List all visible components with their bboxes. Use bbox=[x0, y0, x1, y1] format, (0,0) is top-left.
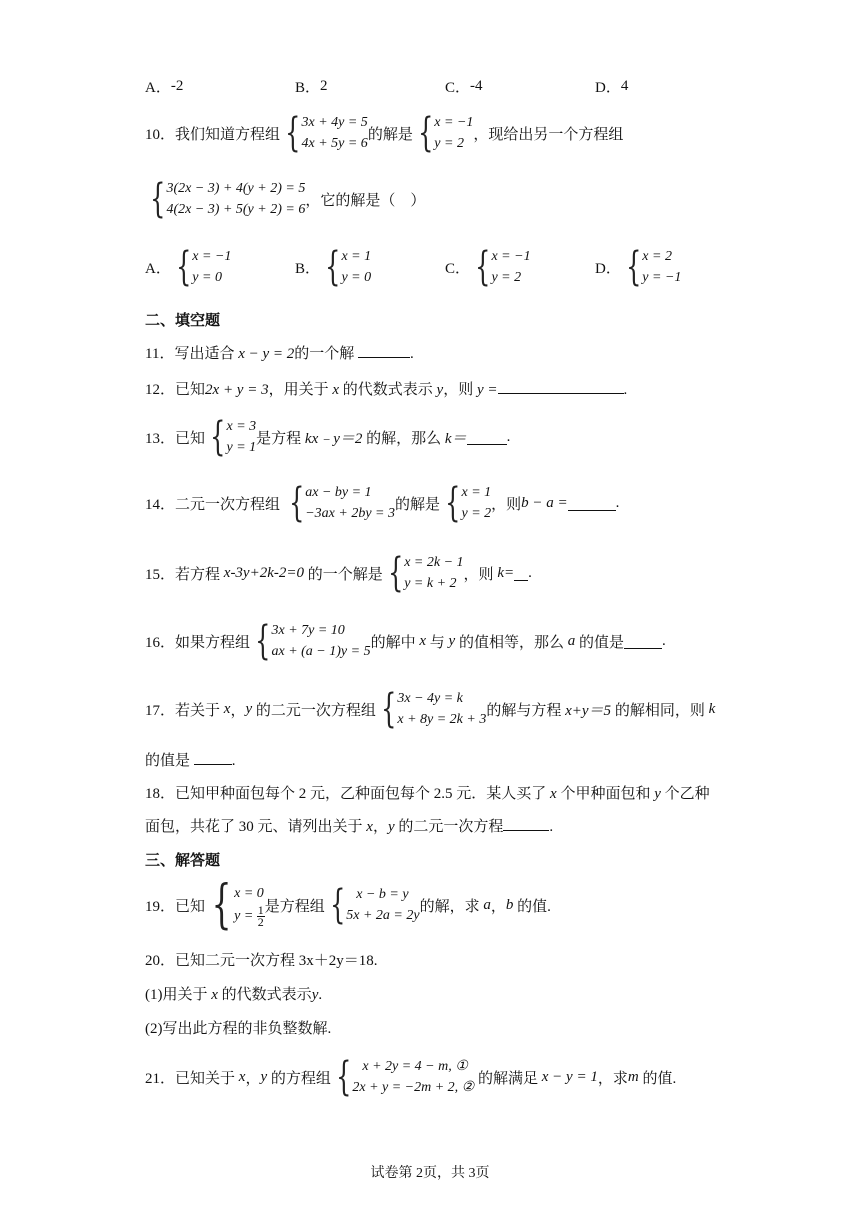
q10-option-d: D． { x = 2 y = −1 bbox=[595, 244, 682, 290]
answer-blank[interactable] bbox=[498, 379, 624, 394]
q10-system-2: { 3(2x − 3) + 4(y + 2) = 5 4(2x − 3) + 5(y + 2) = 6 bbox=[150, 176, 306, 222]
answer-blank[interactable] bbox=[467, 430, 507, 445]
question-17-cont: 的值是 . bbox=[145, 750, 236, 771]
section-heading-fill-in: 二、填空题 bbox=[145, 311, 221, 329]
q10-option-c: C． { x = −1 y = 2 bbox=[445, 244, 531, 290]
answer-blank[interactable] bbox=[624, 634, 662, 649]
q10-option-b: B． { x = 1 y = 0 bbox=[295, 244, 372, 290]
q9-option-a: A． -2 bbox=[145, 78, 184, 96]
q10-option-a: A． { x = −1 y = 0 bbox=[145, 244, 232, 290]
q9-option-b: B． 2 bbox=[295, 78, 328, 96]
q9-option-c: C． -4 bbox=[445, 78, 483, 96]
question-17: 17． 若关于 x ， y 的二元一次方程组 { 3x − 4y = k x + 8y = 2k + 3 的解与方程 x+y＝5 的解相同，则 k bbox=[145, 686, 716, 732]
question-11: 11．写出适合 x − y = 2的一个解 . bbox=[145, 343, 414, 364]
page-footer: 试卷第 2页，共 3页 bbox=[370, 1166, 490, 1181]
section-heading-solve: 三、解答题 bbox=[145, 851, 221, 869]
question-12: 12．已知2x + y = 3，用关于 x 的代数式表示 y，则 y = . bbox=[145, 379, 627, 400]
question-19: 19． 已知 { x = 0 y = $\frac{1}{2}$ 是方程组 { x − b = y 5x + 2a = 2y 的解，求 a ， b 的值. bbox=[145, 875, 551, 935]
question-21: 21． 已知关于 x ， y 的方程组 { x + 2y = 4 − m, ① 2x + y = −2m + 2, ② 的解满足 x − y = 1 ，求 m 的值. bbox=[145, 1054, 677, 1100]
question-10-cont: { 3(2x − 3) + 4(y + 2) = 5 4(2x − 3) + 5(y + 2) = 6 ，它的解是（ ） bbox=[145, 178, 425, 220]
answer-blank[interactable] bbox=[568, 496, 616, 511]
question-10: 10． 我们知道方程组 { 3x + 4y = 5 4x + 5y = 6 的解是 { x = −1 y = 2 ，现给出另一个方程组 bbox=[145, 110, 624, 156]
answer-blank[interactable] bbox=[503, 816, 549, 831]
question-15: 15． 若方程 x-3y+2k-2=0 的一个解是 { x = 2k − 1 y = k + 2 ，则 k= . bbox=[145, 550, 532, 596]
question-20: 20．已知二元一次方程 3x＋2y＝18. bbox=[145, 953, 378, 969]
answer-blank[interactable] bbox=[514, 566, 528, 581]
q9-option-d: D． 4 bbox=[595, 78, 629, 96]
question-18-cont: 面包，共花了 30 元、请列出关于 x，y 的二元一次方程 . bbox=[145, 816, 553, 837]
question-18: 18．已知甲种面包每个 2 元，乙种面包每个 2.5 元．某人买了 x 个甲种面包和 y 个乙种 bbox=[145, 786, 710, 802]
q9-options bbox=[145, 76, 765, 116]
q10-solution: { x = −1 y = 2 bbox=[417, 110, 474, 156]
question-16: 16． 如果方程组 { 3x + 7y = 10 ax + (a − 1)y = 5 的解中 x 与 y 的值相等，那么 a 的值是 . bbox=[145, 618, 666, 664]
question-20-part-1: (1)用关于 x 的代数式表示y. bbox=[145, 987, 323, 1003]
question-13: 13． 已知 { x = 3 y = 1 是方程 kx﹣y＝2 的解，那么 k＝ . bbox=[145, 414, 511, 460]
answer-blank[interactable] bbox=[194, 750, 232, 765]
question-20-part-2: (2)写出此方程的非负整数解. bbox=[145, 1021, 332, 1037]
question-14: 14． 二元一次方程组 { ax − by = 1 −3ax + 2by = 3 的解是 { x = 1 y = 2 ，则 b − a = . bbox=[145, 480, 620, 526]
q10-options bbox=[145, 246, 765, 290]
q10-system: { 3x + 4y = 5 4x + 5y = 6 bbox=[285, 110, 368, 156]
answer-blank[interactable] bbox=[358, 343, 410, 358]
